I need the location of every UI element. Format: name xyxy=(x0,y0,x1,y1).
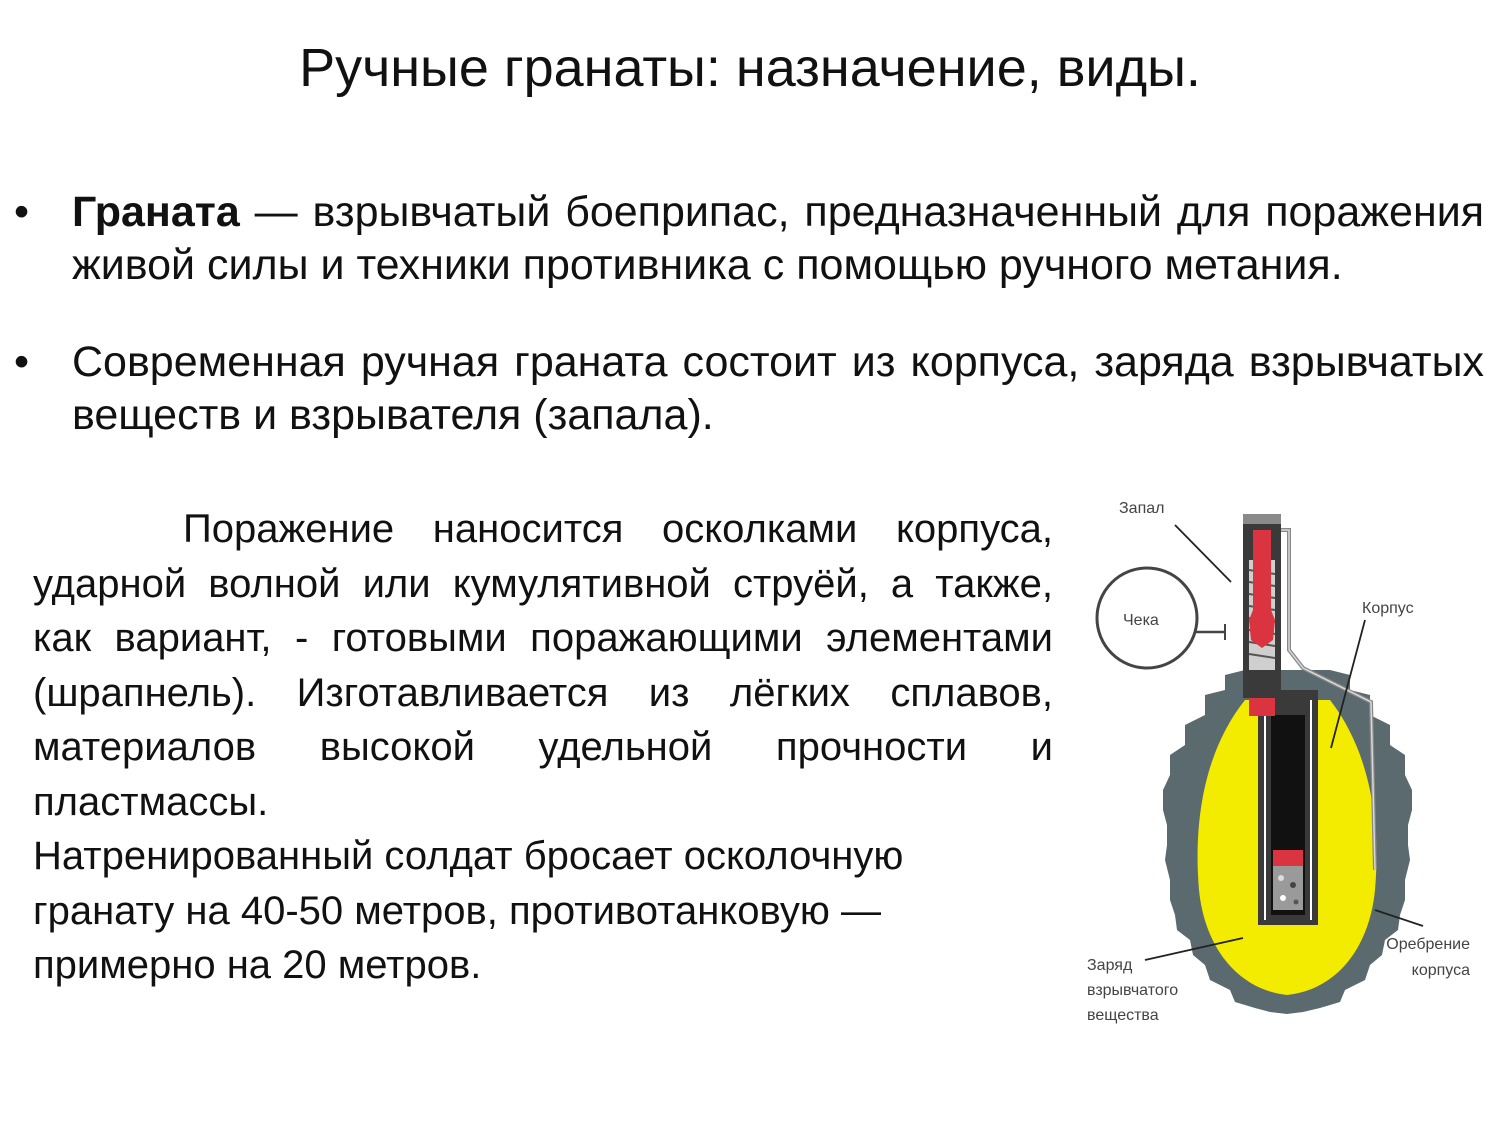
bullet-text xyxy=(72,186,1484,292)
bullet-text: Современная ручная граната состоит из корпуса, заряда взрывчатых веществ и взрывателя (запала). xyxy=(72,338,1484,439)
label-charge-line1: Заряд xyxy=(1087,957,1133,974)
label-ribbing-line2: корпуса xyxy=(1411,962,1470,979)
slide-title: Ручные гранаты: назначение, виды. xyxy=(299,38,1201,98)
bullet-definition: — взрывчатый боеприпас, предназначенный для поражения живой силы и техники противника с помощью ручного метания. xyxy=(72,188,1484,289)
bullet-marker: • xyxy=(14,188,30,236)
detonator-grain xyxy=(1294,900,1299,905)
label-pin: Чека xyxy=(1123,612,1159,629)
detonator-charge xyxy=(1273,866,1303,910)
detonator-grain xyxy=(1278,875,1284,881)
label-ribbing-line1: Оребрение xyxy=(1386,936,1470,953)
description-paragraph-range: Натренированный солдат бросает осколочную гранату на 40-50 метров, противотанковую — примерно на 20 метров. xyxy=(33,834,904,987)
description-block xyxy=(33,502,1053,993)
detonator-grain xyxy=(1290,882,1296,888)
detonator-grain xyxy=(1280,895,1286,901)
detonator-cap xyxy=(1273,850,1303,866)
label-body: Корпус xyxy=(1362,600,1414,617)
label-fuse: Запал xyxy=(1119,500,1165,517)
label-charge-line3: вещества xyxy=(1087,1007,1159,1024)
description-paragraph-damage: Поражение наносится осколками корпуса, ударной волной или кумулятивной струёй, а также, как вариант, - готовыми поражающими элементами (шрапнель). Изготавливается из лёгких сплавов, материалов высокой удельной прочности и пластмассы. xyxy=(33,507,1053,824)
leader-line-fuse xyxy=(1175,525,1231,582)
fuse-head-top xyxy=(1243,514,1281,524)
label-charge-line2: взрывчатого xyxy=(1087,982,1179,999)
bullet-marker: • xyxy=(14,338,30,386)
grenade-diagram xyxy=(1075,490,1500,1035)
bullet-term: Граната xyxy=(72,188,240,236)
fuse-red-base xyxy=(1249,698,1275,716)
